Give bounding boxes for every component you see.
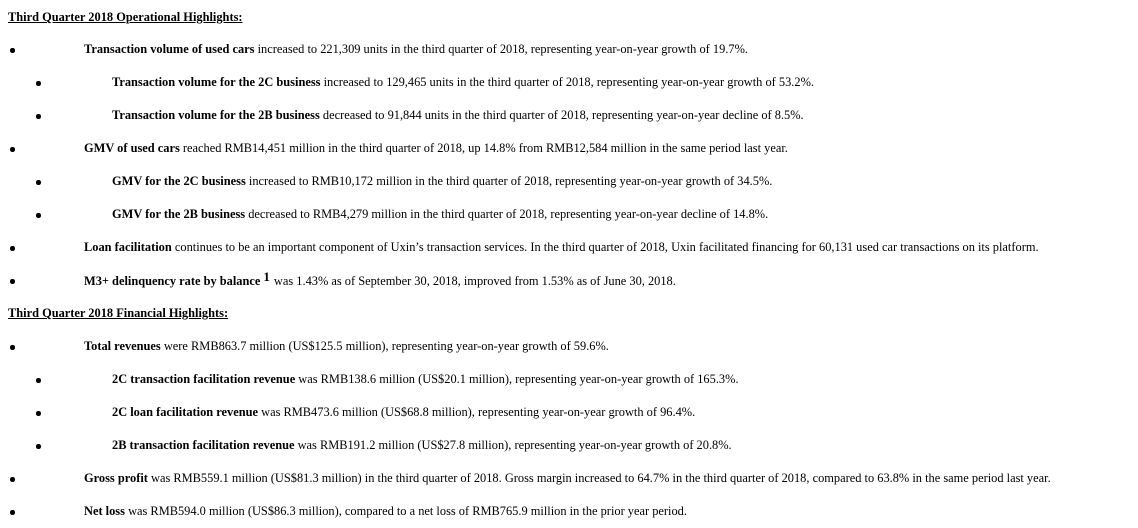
item-text: were RMB863.7 million (US$125.5 million), representing year-on-year growth of 59.6%. [160, 339, 609, 353]
list-item [0, 339, 1138, 355]
footnote-marker: 1 [263, 269, 270, 284]
item-label: GMV for the 2B business [112, 207, 246, 221]
bullet-icon [10, 510, 15, 515]
item-label: M3+ delinquency rate by balance [84, 274, 261, 288]
bullet-icon [36, 444, 41, 449]
item-text: was RMB559.1 million (US$81.3 million) in the third quarter of 2018. Gross margin increased to 64.7% in the third quarter of 2018, compared to 63.8% in the same period last year. [147, 471, 1051, 485]
list-item [0, 471, 1138, 487]
item-text: was RMB138.6 million (US$20.1 million), representing year-on-year growth of 165.3%. [295, 372, 739, 386]
item-text: was RMB594.0 million (US$86.3 million), compared to a net loss of RMB765.9 million in the prior year period. [124, 504, 687, 518]
item-label: Transaction volume for the 2B business [112, 108, 320, 122]
item-text: reached RMB14,451 million in the third quarter of 2018, up 14.8% from RMB12,584 million in the same period last year. [179, 141, 788, 155]
item-label: 2C transaction facilitation revenue [112, 372, 296, 386]
bullet-icon [10, 48, 15, 53]
item-text: was RMB191.2 million (US$27.8 million), representing year-on-year growth of 20.8%. [294, 438, 732, 452]
bullet-icon [10, 345, 15, 350]
item-text: increased to 221,309 units in the third quarter of 2018, representing year-on-year growth of 19.7%. [254, 42, 748, 56]
operational-highlights-heading: Third Quarter 2018 Operational Highlights: [8, 10, 243, 24]
item-text: was 1.43% as of September 30, 2018, improved from 1.53% as of June 30, 2018. [273, 274, 676, 288]
bullet-icon [36, 378, 41, 383]
bullet-icon [36, 411, 41, 416]
item-label: Net loss [84, 504, 125, 518]
list-item [0, 405, 1138, 421]
bullet-icon [10, 477, 15, 482]
item-label: GMV for the 2C business [112, 174, 246, 188]
bullet-icon [36, 114, 41, 119]
list-item [0, 207, 1138, 223]
item-label: GMV of used cars [84, 141, 180, 155]
item-text: continues to be an important component of Uxin’s transaction services. In the third quarter of 2018, Uxin facilitated financing for 60,131 used car transactions on its platform. [171, 240, 1039, 254]
item-text: decreased to 91,844 units in the third quarter of 2018, representing year-on-year decline of 8.5%. [319, 108, 804, 122]
item-text: was RMB473.6 million (US$68.8 million), representing year-on-year growth of 96.4%. [258, 405, 696, 419]
item-label: Gross profit [84, 471, 148, 485]
list-item [0, 372, 1138, 388]
item-label: 2C loan facilitation revenue [112, 405, 259, 419]
item-label: Loan facilitation [84, 240, 172, 254]
list-item [0, 42, 1138, 58]
financial-highlights-heading: Third Quarter 2018 Financial Highlights: [8, 306, 229, 320]
bullet-icon [36, 81, 41, 86]
item-label: Transaction volume for the 2C business [112, 75, 321, 89]
item-label: 2B transaction facilitation revenue [112, 438, 295, 452]
item-label: Transaction volume of used cars [84, 42, 255, 56]
bullet-icon [10, 279, 15, 284]
item-label: Total revenues [84, 339, 161, 353]
list-item [0, 269, 1138, 289]
bullet-icon [36, 213, 41, 218]
list-item [0, 504, 1138, 520]
bullet-icon [36, 180, 41, 185]
item-text: increased to 129,465 units in the third quarter of 2018, representing year-on-year growth of 53.2%. [320, 75, 814, 89]
list-item [0, 240, 1138, 256]
list-item [0, 174, 1138, 190]
bullet-icon [10, 246, 15, 251]
bullet-icon [10, 147, 15, 152]
list-item [0, 141, 1138, 157]
list-item [0, 108, 1138, 124]
list-item [0, 438, 1138, 454]
list-item [0, 75, 1138, 91]
item-text: decreased to RMB4,279 million in the third quarter of 2018, representing year-on-year decline of 14.8%. [245, 207, 769, 221]
item-text: increased to RMB10,172 million in the third quarter of 2018, representing year-on-year growth of 34.5%. [245, 174, 773, 188]
